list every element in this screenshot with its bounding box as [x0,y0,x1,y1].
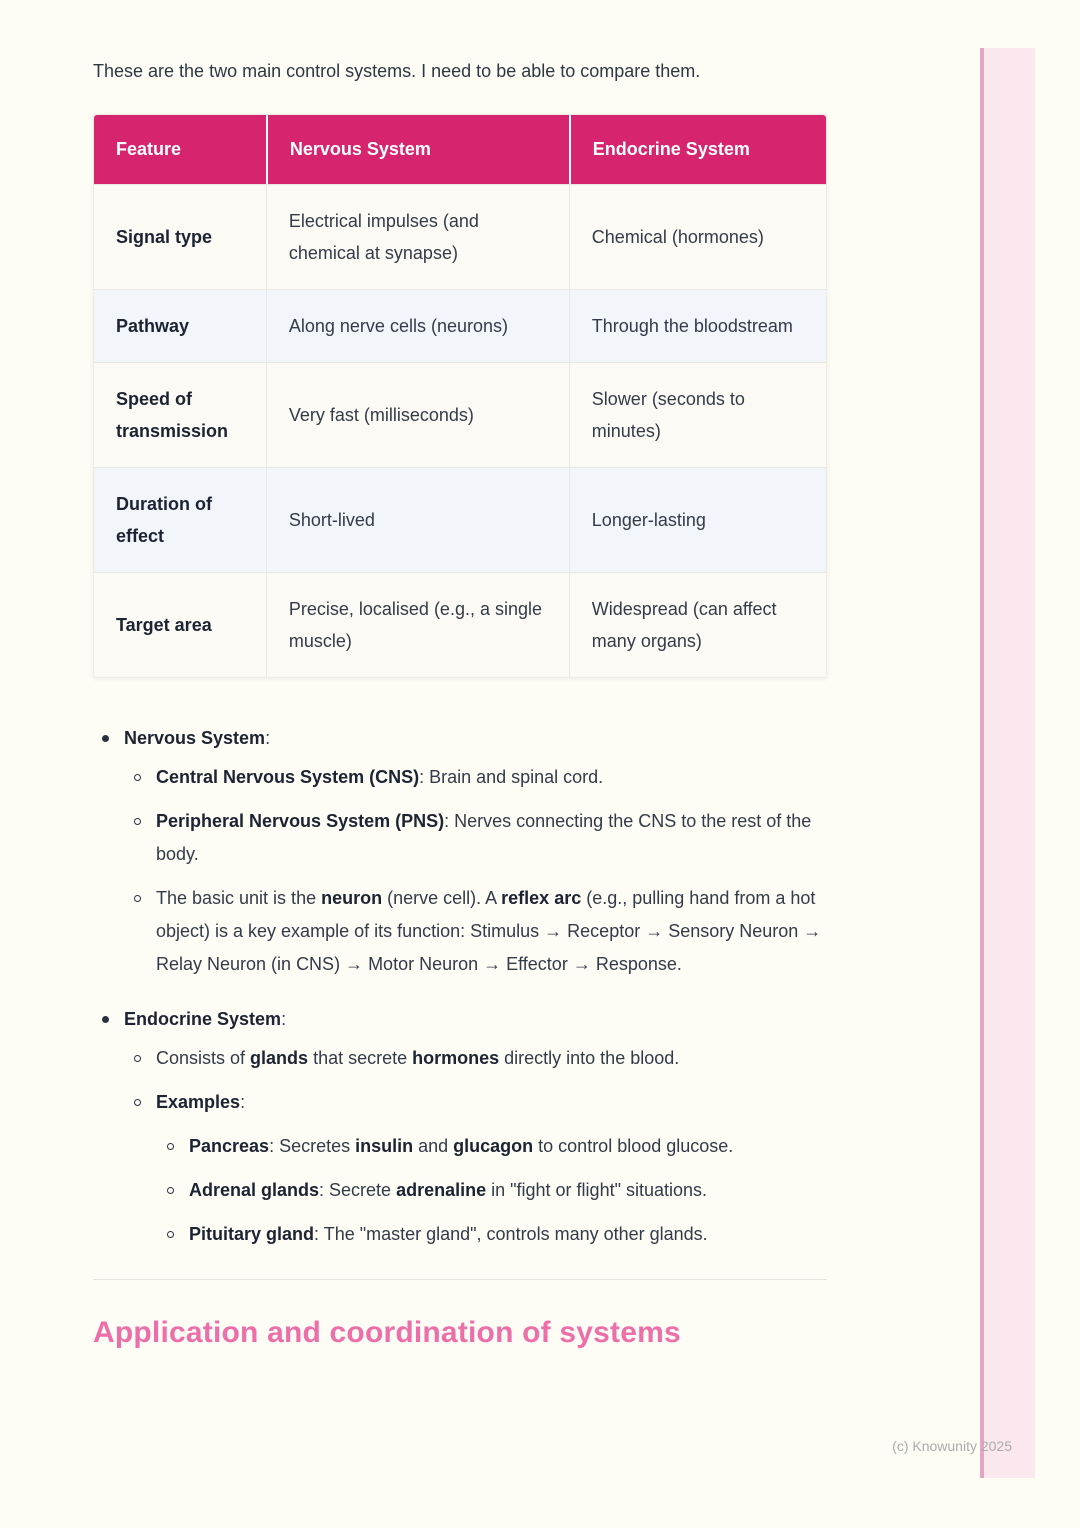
bullet-disc-icon [102,1016,124,1023]
copyright-text: (c) Knowunity 2025 [892,1438,1012,1454]
row-feature-label: Pathway [94,289,266,362]
list-item [93,1042,827,1075]
page-edge-stripe [980,48,1035,1478]
nervous-system-cell: Very fast (milliseconds) [266,362,569,467]
list-item-text: Examples: [156,1092,246,1112]
table-header [94,115,826,184]
document-content [93,0,827,1350]
bullet-circle-icon [134,1099,156,1106]
endocrine-system-cell: Slower (seconds to minutes) [569,362,826,467]
bullet-circle-icon [134,774,156,781]
nervous-system-cell: Electrical impulses (and chemical at synapse) [266,184,569,289]
list-item [93,805,827,871]
bullet-disc-icon [102,735,124,742]
endocrine-system-cell: Widespread (can affect many organs) [569,572,826,677]
table-row [94,572,826,677]
list-item-text: Adrenal glands: Secrete adrenaline in "fight or flight" situations. [189,1180,708,1200]
bullet-circle-icon [134,895,156,902]
nervous-system-cell: Precise, localised (e.g., a single muscle) [266,572,569,677]
table-row [94,467,826,572]
section-divider [93,1279,827,1280]
bullet-circle-icon [134,1055,156,1062]
row-feature-label: Signal type [94,184,266,289]
comparison-table-body [94,184,826,677]
section-heading: Application and coordination of systems [93,1316,681,1349]
nervous-system-cell: Short-lived [266,467,569,572]
list-item [93,722,827,755]
list-item [93,882,827,981]
list-item-text: Endocrine System: [124,1009,287,1029]
list-item [93,1003,827,1036]
list-item [93,1218,827,1251]
list-item-text: Pancreas: Secretes insulin and glucagon to control blood glucose. [189,1136,734,1156]
list-item [93,761,827,794]
intro-text: These are the two main control systems. I need to be able to compare them. [93,61,701,81]
bullet-circle-icon [134,818,156,825]
list-item-text: Pituitary gland: The "master gland", controls many other glands. [189,1224,708,1244]
table-row [94,184,826,289]
row-feature-label: Target area [94,572,266,677]
list-item [93,1174,827,1207]
header-feature: Feature [94,115,266,184]
list-item [93,1086,827,1119]
bullet-circle-icon [167,1187,189,1194]
list-item-text: Peripheral Nervous System (PNS): Nerves connecting the CNS to the rest of the body. [156,811,812,864]
table-row [94,289,826,362]
list-item-text: Nervous System: [124,728,271,748]
list-item [93,1130,827,1163]
bullet-circle-icon [167,1231,189,1238]
nervous-system-cell: Along nerve cells (neurons) [266,289,569,362]
list-item-text: The basic unit is the neuron (nerve cell). A reflex arc (e.g., pulling hand from a hot object) is a key example of its function: Stimulus → Receptor → Sensory Neuron → Relay Neuron (in CNS) → Motor Neuron → Effector → Response. [156,888,822,974]
endocrine-system-cell: Chemical (hormones) [569,184,826,289]
bullet-circle-icon [167,1143,189,1150]
header-endocrine-system: Endocrine System [569,115,826,184]
header-nervous-system: Nervous System [266,115,569,184]
table-header-row [94,115,826,184]
endocrine-system-cell: Longer-lasting [569,467,826,572]
table-row [94,362,826,467]
notes-list [93,722,827,1251]
row-feature-label: Duration of effect [94,467,266,572]
endocrine-system-cell: Through the bloodstream [569,289,826,362]
list-item-text: Consists of glands that secrete hormones directly into the blood. [156,1048,680,1068]
list-item-text: Central Nervous System (CNS): Brain and spinal cord. [156,767,604,787]
row-feature-label: Speed of transmission [94,362,266,467]
comparison-table [93,114,827,678]
